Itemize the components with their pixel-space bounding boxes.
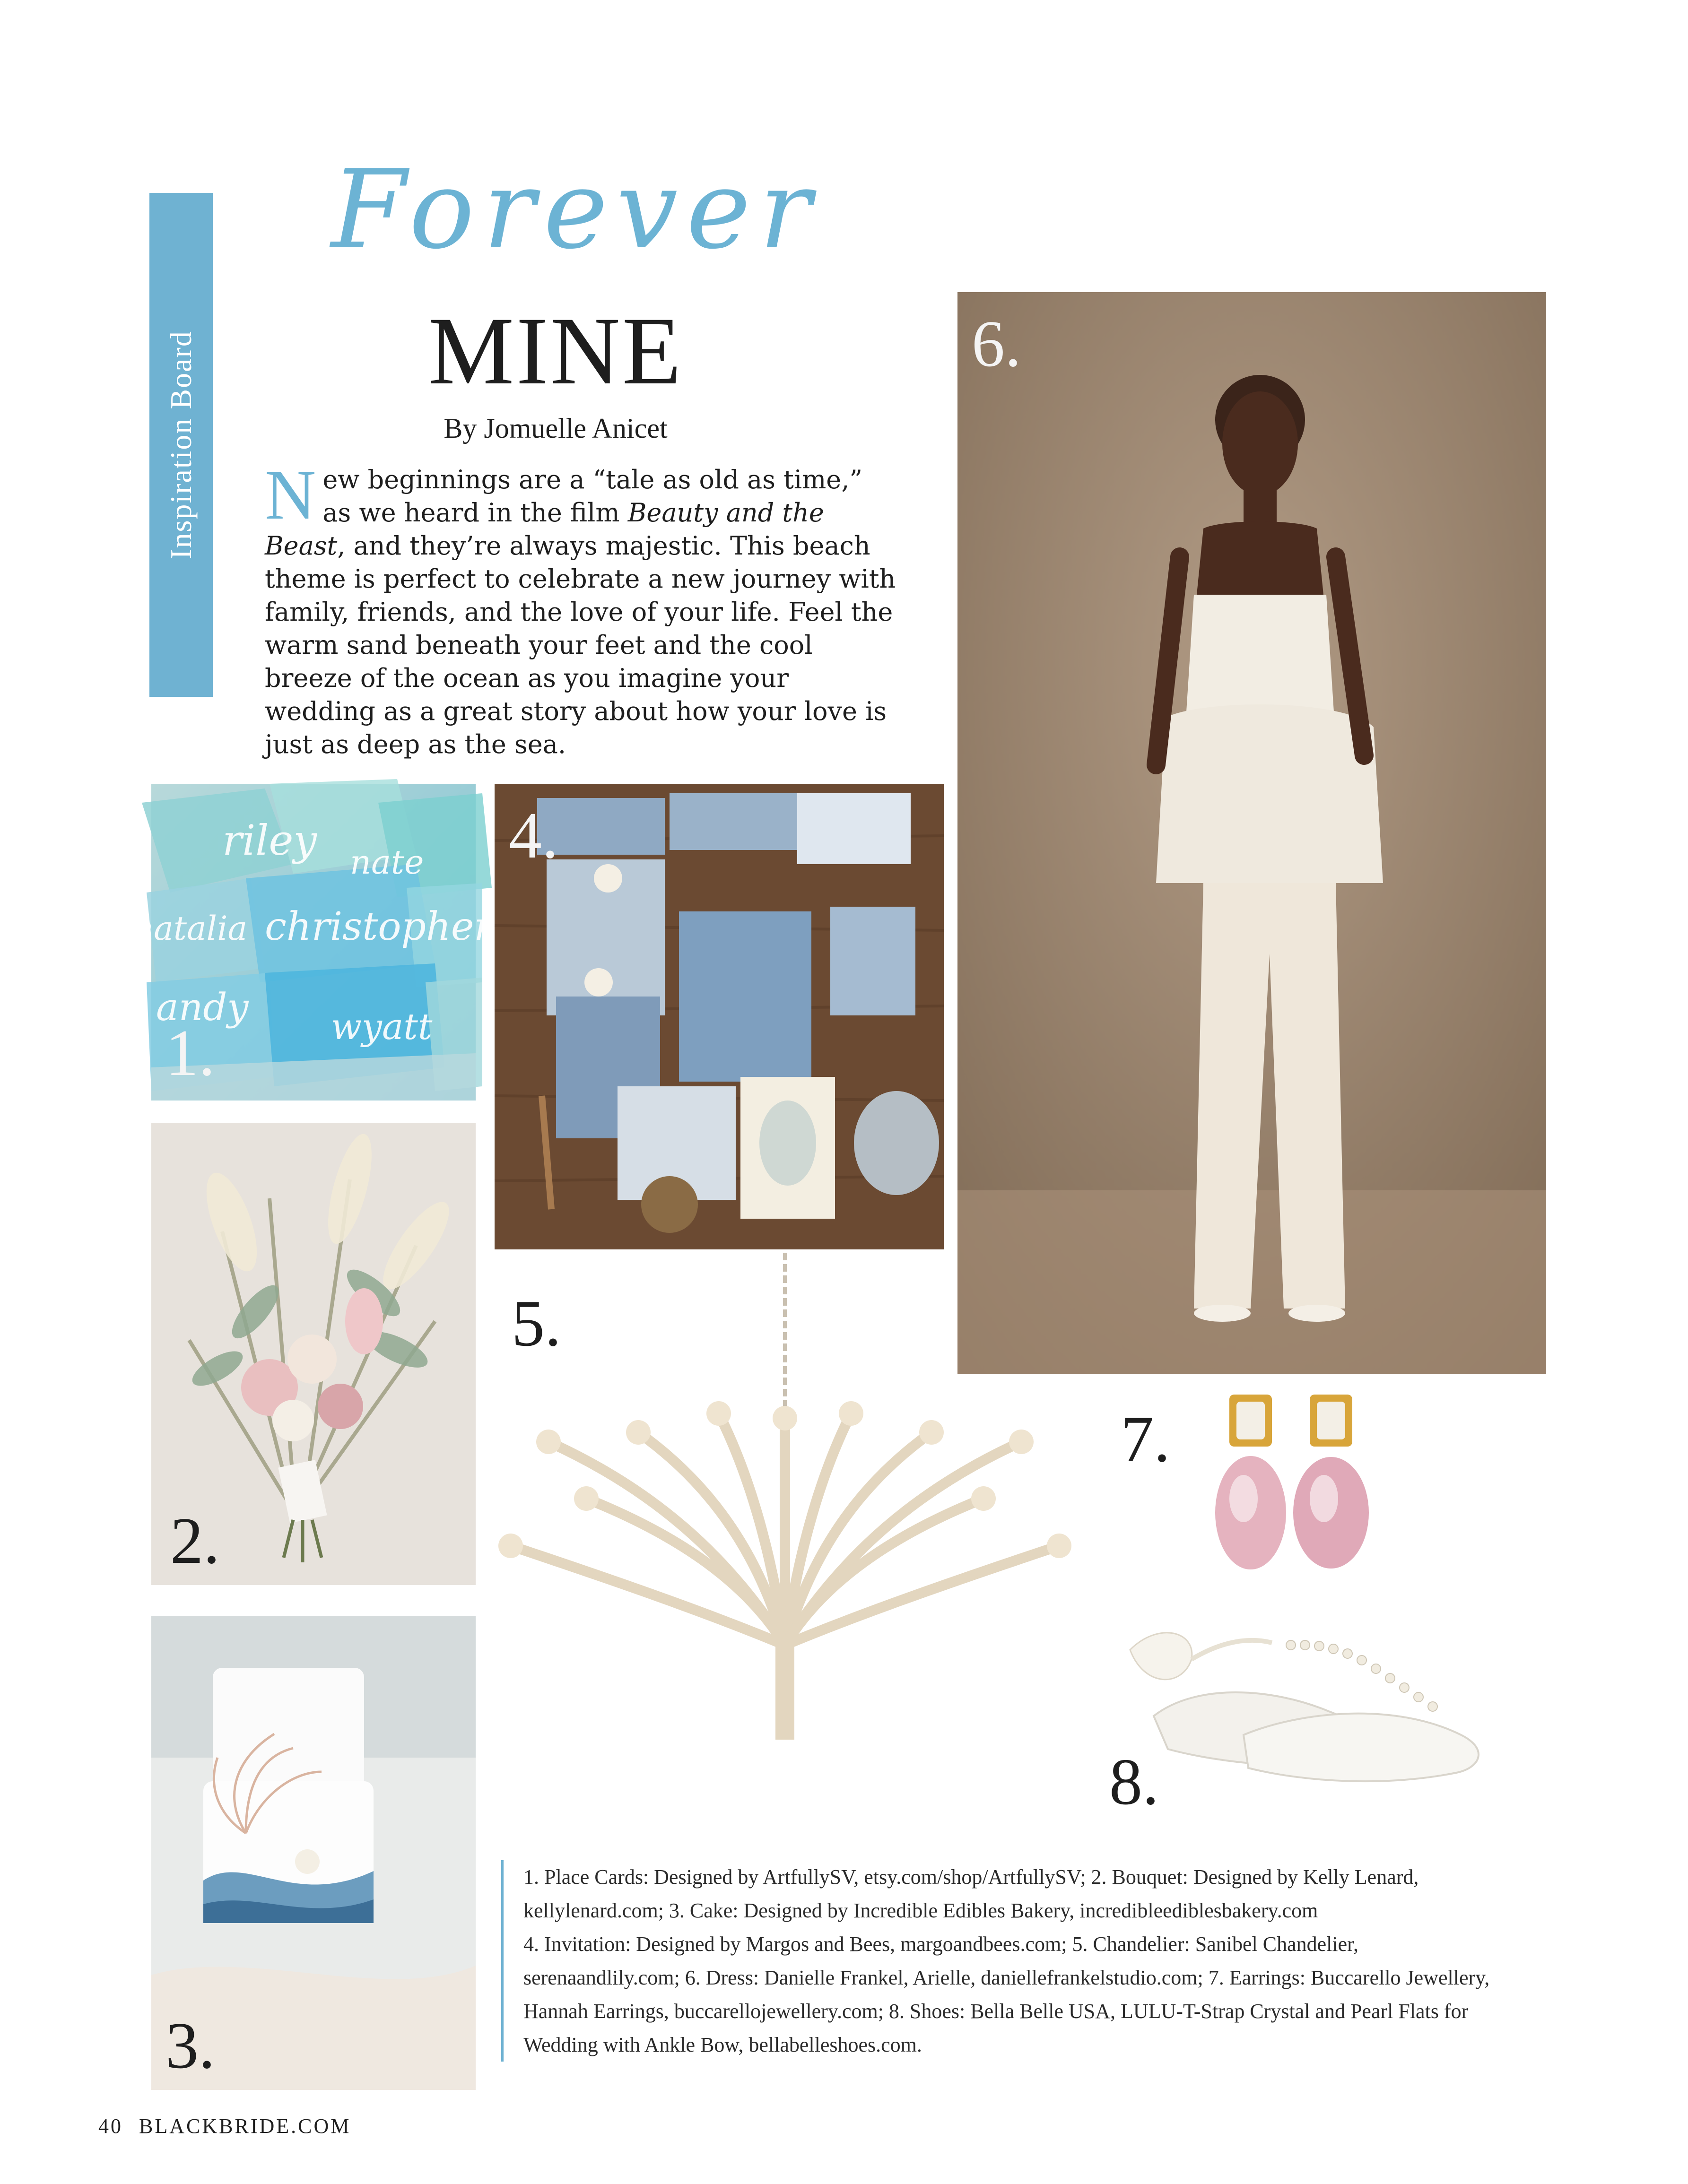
- photo-bouquet: [151, 1123, 476, 1585]
- photo-invitation: [495, 784, 944, 1249]
- place-card-name: riley: [222, 816, 317, 865]
- photo-number: 2.: [170, 1504, 220, 1577]
- title-main: MINE: [428, 297, 683, 405]
- site-name: BLACKBRIDE.COM: [139, 2115, 351, 2138]
- photo-number: 1.: [165, 1016, 215, 1090]
- intro-text-2: , and they’re always majestic. This beach theme is perfect to celebrate a new journey with family, friends, and the love of your life. Feel the warm sand beneath your feet and the cool breeze of the ocean as you imagine your wedding as a great story about how your love is just as deep as the sea.: [265, 531, 896, 759]
- place-card-name: andy: [156, 985, 249, 1029]
- page-number: 40: [98, 2115, 123, 2138]
- credits-line-1: 1. Place Cards: Designed by ArtfullySV, etsy.com/shop/ArtfullySV; 2. Bouquet: Designed by Kelly Lenard, kellylenard.com; 3. Cake: Designed by Incredible Edibles Bakery, incredibleediblesbakery.com: [523, 1865, 1419, 1922]
- place-card-name: natalia: [132, 909, 248, 948]
- photo-number: 3.: [165, 2009, 215, 2082]
- photo-number: 7.: [1121, 1403, 1170, 1476]
- photo-credits: [501, 1860, 1493, 2062]
- place-card-name: christopher: [265, 904, 493, 949]
- photo-dress: [957, 292, 1546, 1374]
- byline: By Jomuelle Anicet: [444, 413, 668, 444]
- photo-place-cards: [132, 784, 493, 1101]
- dress-image: [957, 292, 1546, 1374]
- section-label: Inspiration Board: [164, 330, 198, 559]
- photo-cake: [151, 1616, 476, 2090]
- title-script: Forever: [331, 147, 820, 273]
- photo-number: 5.: [512, 1287, 561, 1360]
- intro-paragraph: [265, 456, 898, 761]
- photo-number: 6.: [972, 307, 1021, 381]
- page-footer: [98, 2114, 351, 2138]
- place-card-name: wyatt: [331, 1005, 433, 1048]
- photo-number: 4.: [509, 799, 558, 872]
- photo-shoes: [1102, 1593, 1499, 1820]
- photo-number: 8.: [1109, 1745, 1159, 1819]
- film-title: Beauty and the Beast: [265, 498, 824, 561]
- shoes-image: [1102, 1593, 1499, 1820]
- credits-line-2: 4. Invitation: Designed by Margos and Bees, margoandbees.com; 5. Chandelier: Sanibel Chandelier, serenaandlily.com; 6. Dress: Danielle Frankel, Arielle, daniellefrankelstudio.com; 7. Earrings: Buccarello Jewellery, Hannah Earrings, buccarellojewellery.com; 8. Shoes: Bella Belle USA, LULU-T-Strap Crystal and Pearl Flats for Wedding with Ankle Bow, bellabelleshoes.com.: [523, 1933, 1490, 2056]
- intro-text-1: ew beginnings are a “tale as old as time,” as we heard in the film: [322, 465, 863, 528]
- place-card-name: nate: [350, 843, 424, 882]
- earrings-image: [1210, 1385, 1390, 1584]
- photo-earrings: [1210, 1385, 1390, 1584]
- invitation-image: [495, 784, 944, 1249]
- dropcap: N: [265, 456, 316, 534]
- section-banner: [149, 193, 213, 697]
